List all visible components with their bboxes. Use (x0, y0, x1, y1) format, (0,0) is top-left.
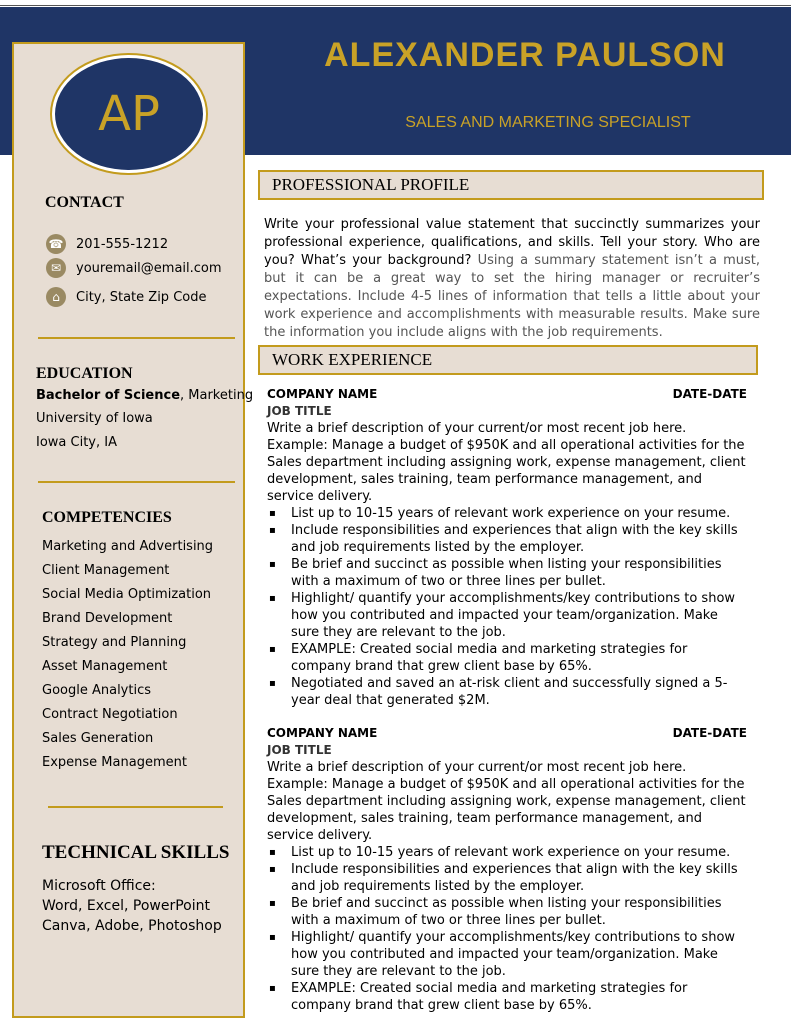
profile-text (264, 216, 760, 342)
contact-location (46, 287, 206, 307)
phone-text: 201-555-1212 (76, 236, 169, 252)
company-name: COMPANY NAME (267, 387, 378, 401)
school-city: Iowa City, IA (36, 435, 117, 450)
competencies-heading: COMPETENCIES (42, 509, 172, 526)
email-text: youremail@email.com (76, 260, 222, 276)
contact-phone (46, 234, 168, 254)
profile-muted: Using a summary statement isn’t a must, but it can be a great way to set the hiring manager or recruiter’s expectations. Include 4-5 lines of information that tells a little about your work experience and accomplishments with measurable results. Make sure the information you include aligns with the job requirements. (264, 253, 760, 340)
phone-icon: ☎ (46, 234, 66, 254)
job-entry (267, 725, 747, 1014)
tech-line: Word, Excel, PowerPoint (42, 898, 210, 914)
job-entry (267, 386, 747, 709)
list-item: ▪ Highlight/ quantify your accomplishments/key contributions to show how you contributed and impacted your team/organization. Make sure they are relevant to the job. (267, 590, 747, 641)
list-item: ▪ Include responsibilities and experiences that align with the key skills and job requirements listed by the employer. (267, 861, 747, 895)
tech-line: Microsoft Office: (42, 878, 156, 894)
list-item: Asset Management (42, 659, 168, 674)
job-bullets (267, 505, 747, 709)
profile-main: Write your professional value statement that succinctly summarizes your professional experience, qualifications, and skills. Tell your story. Who are you? What’s your background? (264, 217, 760, 268)
list-item: ▪ Be brief and succinct as possible when listing your responsibilities with a maximum of two or three lines per bullet. (267, 895, 747, 929)
job-date: DATE-DATE (672, 726, 747, 740)
company-name: COMPANY NAME (267, 726, 378, 740)
job-description: Write a brief description of your current/or most recent job here. Example: Manage a budget of $950K and all operational activities for the Sales department including assigning work, expense management, client development, sales training, team performance management, and service delivery. (267, 421, 746, 504)
job-bullets (267, 844, 747, 1014)
tech-line: Canva, Adobe, Photoshop (42, 918, 222, 934)
technical-skills (42, 876, 222, 936)
education-degree-line (36, 388, 253, 403)
contact-heading: CONTACT (45, 194, 124, 211)
work-heading: WORK EXPERIENCE (258, 345, 758, 375)
list-item: ▪ Be brief and succinct as possible when listing your responsibilities with a maximum of two or three lines per bullet. (267, 556, 747, 590)
list-item: Social Media Optimization (42, 587, 212, 602)
list-item: ▪ Highlight/ quantify your accomplishments/key contributions to show how you contributed and impacted your team/organization. Make sure they are relevant to the job. (267, 929, 747, 980)
job-header (267, 386, 747, 403)
candidate-name: ALEXANDER PAULSON (324, 36, 726, 74)
divider (48, 806, 223, 808)
job-title: JOB TITLE (267, 743, 332, 757)
list-item: ▪ Negotiated and saved an at-risk client and successfully signed a 5-year deal that generated $2M. (267, 675, 747, 709)
list-item: ▪ List up to 10-15 years of relevant work experience on your resume. (267, 844, 747, 861)
list-item: Strategy and Planning (42, 635, 187, 650)
home-icon: ⌂ (46, 287, 66, 307)
email-icon: ✉ (46, 258, 66, 278)
education-heading: EDUCATION (36, 365, 133, 382)
list-item: ▪ Include responsibilities and experiences that align with the key skills and job requirements listed by the employer. (267, 522, 747, 556)
job-description: Write a brief description of your current/or most recent job here. Example: Manage a budget of $950K and all operational activities for the Sales department including assigning work, expense management, client development, sales training, team performance management, and service delivery. (267, 760, 746, 843)
list-item: Sales Generation (42, 731, 154, 746)
profile-heading: PROFESSIONAL PROFILE (258, 170, 764, 200)
major: , Marketing (180, 388, 254, 403)
list-item: Client Management (42, 563, 170, 578)
list-item: ▪ List up to 10-15 years of relevant work experience on your resume. (267, 505, 747, 522)
monogram-badge (52, 55, 206, 173)
list-item: ▪ EXAMPLE: Created social media and marketing strategies for company brand that grew client base by 65%. (267, 641, 747, 675)
divider (38, 481, 235, 483)
degree: Bachelor of Science (36, 388, 181, 403)
job-title: JOB TITLE (267, 404, 332, 418)
initials: AP (98, 86, 160, 142)
location-text: City, State Zip Code (76, 289, 207, 305)
technical-heading: TECHNICAL SKILLS (42, 842, 230, 863)
job-header (267, 725, 747, 742)
candidate-title: SALES AND MARKETING SPECIALIST (405, 114, 691, 131)
list-item: Expense Management (42, 755, 187, 770)
school: University of Iowa (36, 411, 153, 426)
sidebar (12, 42, 245, 1018)
contact-email (46, 258, 222, 278)
list-item: Google Analytics (42, 683, 152, 698)
list-item: Contract Negotiation (42, 707, 178, 722)
list-item: ▪ EXAMPLE: Created social media and marketing strategies for company brand that grew client base by 65%. (267, 980, 747, 1014)
competencies-list (42, 537, 213, 777)
job-date: DATE-DATE (672, 387, 747, 401)
list-item: Marketing and Advertising (42, 539, 214, 554)
divider (38, 337, 235, 339)
list-item: Brand Development (42, 611, 173, 626)
top-border (0, 0, 791, 6)
